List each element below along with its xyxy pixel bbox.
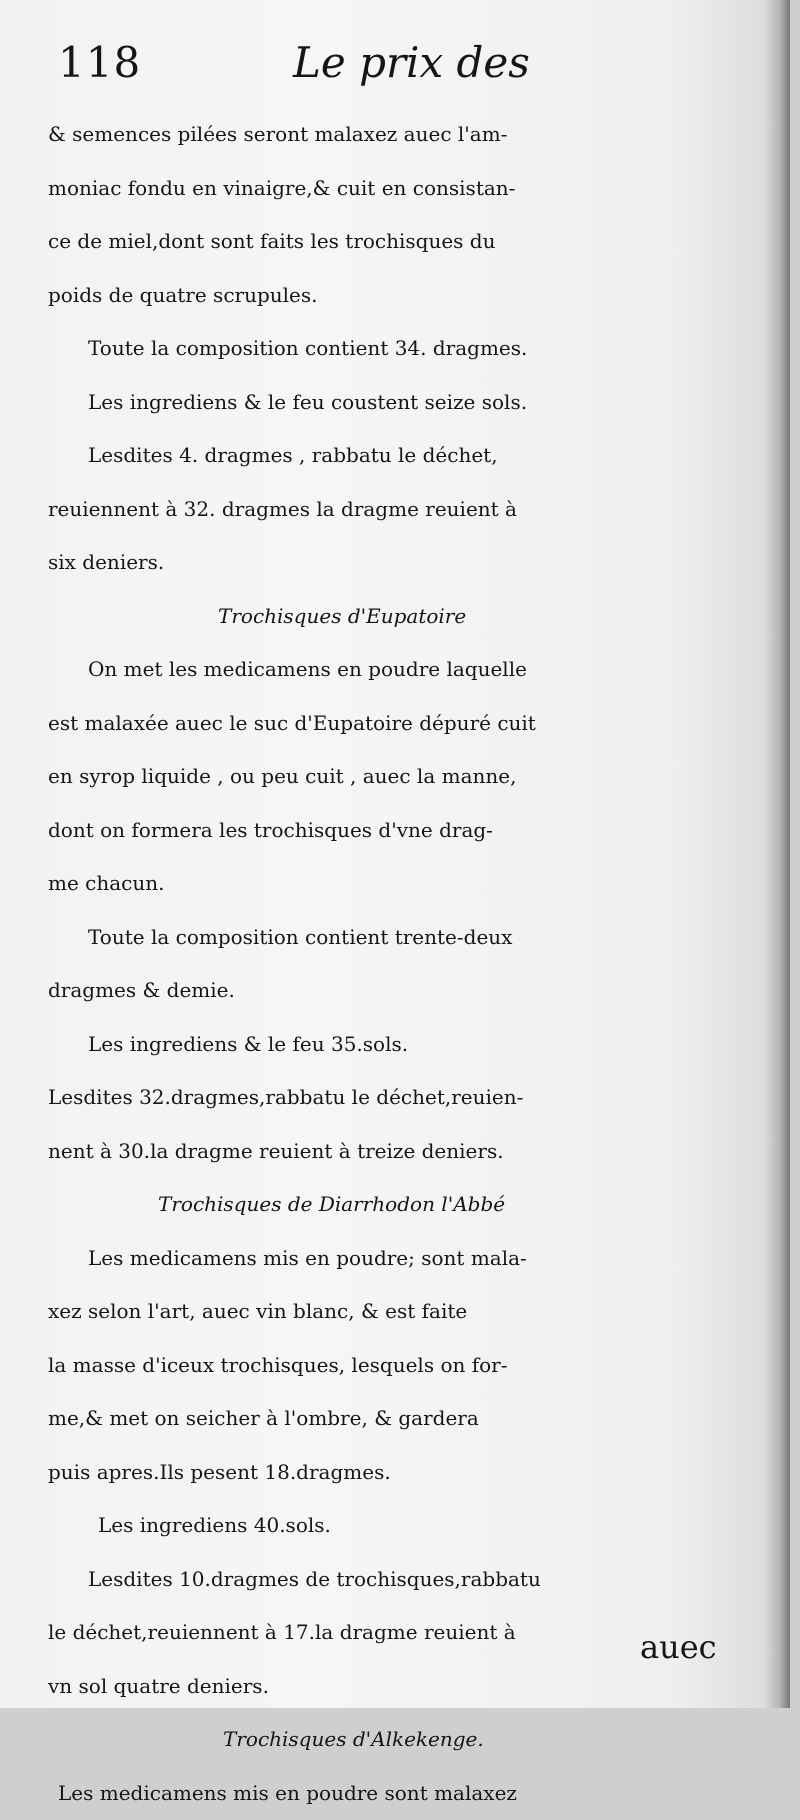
- text-line: xez selon l'art, auec vin blanc, & est faite: [48, 1285, 778, 1339]
- section-heading: Trochisques de Diarrhodon l'Abbé: [48, 1178, 778, 1232]
- text-line: vn sol quatre deniers.: [48, 1660, 778, 1714]
- body-text: [48, 108, 778, 1820]
- text-line: est malaxée auec le suc d'Eupatoire dépuré cuit: [48, 697, 778, 751]
- text-line: six deniers.: [48, 536, 778, 590]
- text-line: Les ingrediens & le feu 35.sols.: [48, 1018, 778, 1072]
- text-line: en syrop liquide , ou peu cuit , auec la manne,: [48, 750, 778, 804]
- catchword: auec: [640, 1628, 717, 1666]
- text-line: moniac fondu en vinaigre,& cuit en consistan-: [48, 162, 778, 216]
- text-line: dragmes & demie.: [48, 964, 778, 1018]
- text-line: me,& met on seicher à l'ombre, & gardera: [48, 1392, 778, 1446]
- text-line: Les medicamens mis en poudre sont malaxez: [48, 1767, 778, 1820]
- section-heading: Trochisques d'Alkekenge.: [48, 1713, 778, 1767]
- text-line: Les ingrediens & le feu coustent seize sols.: [48, 376, 778, 430]
- section-heading: Trochisques d'Eupatoire: [48, 590, 778, 644]
- page-number: 118: [58, 38, 141, 87]
- text-line: le déchet,reuiennent à 17.la dragme reuient à: [48, 1606, 778, 1660]
- text-line: Lesdites 4. dragmes , rabbatu le déchet,: [48, 429, 778, 483]
- text-line: Les ingrediens 40.sols.: [48, 1499, 778, 1553]
- text-line: Les medicamens mis en poudre; sont mala-: [48, 1232, 778, 1286]
- page-edge-shadow: [764, 0, 790, 1708]
- text-line: Lesdites 32.dragmes,rabbatu le déchet,reuien-: [48, 1071, 778, 1125]
- text-line: & semences pilées seront malaxez auec l'am-: [48, 108, 778, 162]
- running-head: Le prix des: [293, 38, 530, 87]
- text-line: dont on formera les trochisques d'vne drag-: [48, 804, 778, 858]
- page-header: [58, 38, 750, 98]
- text-line: ce de miel,dont sont faits les trochisques du: [48, 215, 778, 269]
- text-line: me chacun.: [48, 857, 778, 911]
- text-line: puis apres.Ils pesent 18.dragmes.: [48, 1446, 778, 1500]
- text-line: la masse d'iceux trochisques, lesquels on for-: [48, 1339, 778, 1393]
- text-line: Toute la composition contient trente-deux: [48, 911, 778, 965]
- text-line: On met les medicamens en poudre laquelle: [48, 643, 778, 697]
- text-line: Toute la composition contient 34. dragmes.: [48, 322, 778, 376]
- text-line: Lesdites 10.dragmes de trochisques,rabbatu: [48, 1553, 778, 1607]
- text-line: reuiennent à 32. dragmes la dragme reuient à: [48, 483, 778, 537]
- text-line: poids de quatre scrupules.: [48, 269, 778, 323]
- text-line: nent à 30.la dragme reuient à treize deniers.: [48, 1125, 778, 1179]
